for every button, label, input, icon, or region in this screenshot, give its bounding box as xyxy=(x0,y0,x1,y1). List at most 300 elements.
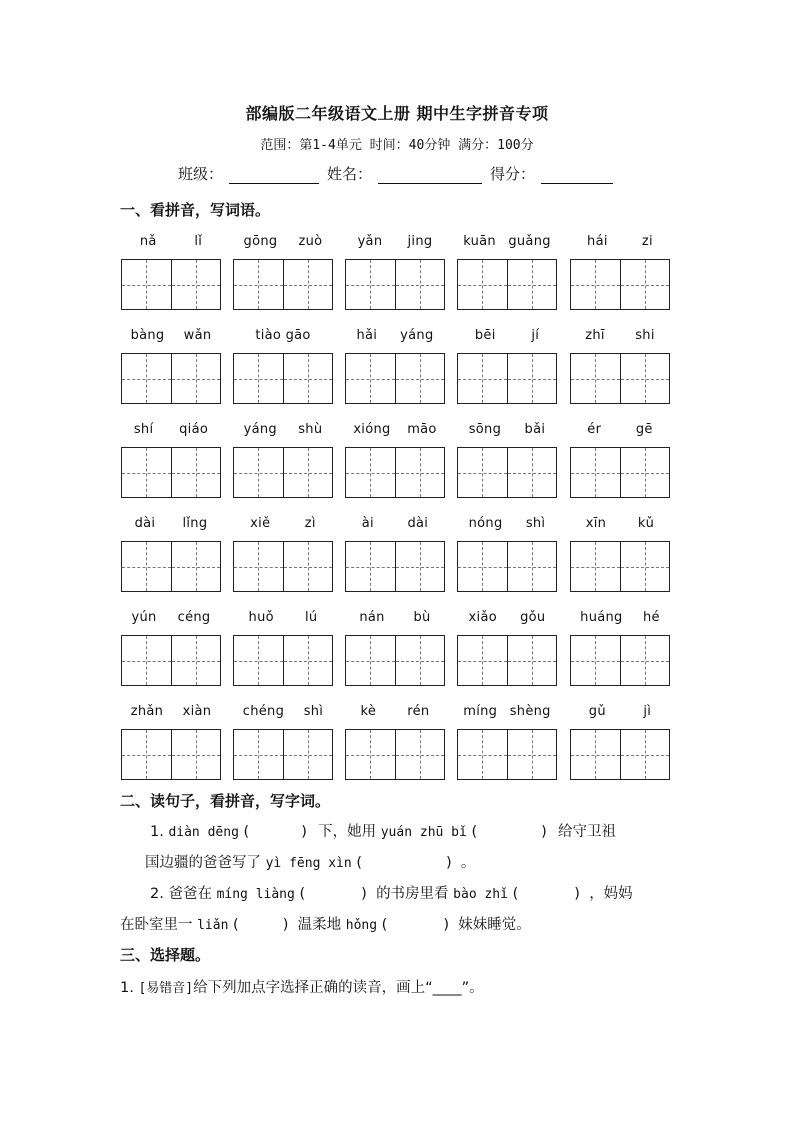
sentence-text: 。 xyxy=(460,855,476,871)
tianzige-square[interactable] xyxy=(171,636,221,685)
tianzige-square[interactable] xyxy=(122,730,171,779)
writing-box[interactable] xyxy=(457,635,557,686)
question-number: 1. xyxy=(150,824,164,840)
guide-line xyxy=(621,755,670,756)
sentence-text: ，妈妈 xyxy=(589,886,633,902)
pinyin-prompt: bào zhǐ xyxy=(453,887,508,902)
guide-line xyxy=(234,473,283,474)
sentence-text: 给守卫祖 xyxy=(558,824,617,840)
pinyin-syllable: yún xyxy=(131,609,157,625)
guide-line xyxy=(396,755,445,756)
word-cell xyxy=(570,414,670,444)
tianzige-square[interactable] xyxy=(122,542,171,591)
answer-blank[interactable]: ( ) xyxy=(233,917,289,933)
writing-box[interactable] xyxy=(345,259,445,310)
guide-line xyxy=(621,379,670,380)
pinyin-syllable: zhǎn xyxy=(130,703,164,719)
word-cell xyxy=(570,508,670,538)
pinyin-syllable: bù xyxy=(413,609,431,625)
word-cell xyxy=(233,602,333,632)
writing-box[interactable] xyxy=(121,447,221,498)
tianzige-square[interactable] xyxy=(571,354,620,403)
pinyin-syllable: kè xyxy=(360,703,377,719)
guide-line xyxy=(346,379,395,380)
writing-box[interactable] xyxy=(121,541,221,592)
guide-line xyxy=(122,755,171,756)
guide-line xyxy=(172,473,221,474)
class-field[interactable] xyxy=(229,165,319,184)
pinyin-syllable: sōng xyxy=(468,421,502,437)
pinyin-syllable: bēi xyxy=(474,327,496,343)
tianzige-square[interactable] xyxy=(283,542,333,591)
pinyin-syllable: lú xyxy=(304,609,318,625)
tianzige-square[interactable] xyxy=(122,448,171,497)
guide-line xyxy=(508,379,557,380)
pinyin-syllable: shèng xyxy=(509,703,551,719)
tianzige-square[interactable] xyxy=(507,354,557,403)
tianzige-square[interactable] xyxy=(507,260,557,309)
tianzige-square[interactable] xyxy=(346,448,395,497)
writing-box[interactable] xyxy=(570,353,670,404)
sentence-text: 妹妹睡觉。 xyxy=(458,917,531,933)
guide-line xyxy=(396,379,445,380)
answer-blank[interactable]: ( ) xyxy=(512,886,580,902)
pinyin-syllable: ài xyxy=(361,515,374,531)
pinyin-syllable: gōng xyxy=(243,233,278,249)
pinyin-syllable: xīn xyxy=(585,515,607,531)
tianzige-square[interactable] xyxy=(122,354,171,403)
pinyin-syllable: gē xyxy=(635,421,653,437)
writing-box[interactable] xyxy=(457,729,557,780)
pinyin-syllable: zì xyxy=(304,515,316,531)
guide-line xyxy=(571,473,620,474)
tianzige-square[interactable] xyxy=(458,354,507,403)
pinyin-label xyxy=(345,602,445,632)
section2-title: 二、读句子，看拼音，写字词。 xyxy=(120,792,331,810)
guide-line xyxy=(571,567,620,568)
pinyin-syllable: zi xyxy=(641,233,653,249)
pinyin-syllable: wǎn xyxy=(183,327,212,343)
question-2-1-line2 xyxy=(145,851,475,872)
word-cell xyxy=(345,320,445,350)
tianzige-square[interactable] xyxy=(395,542,445,591)
tianzige-square[interactable] xyxy=(620,260,670,309)
tianzige-square[interactable] xyxy=(571,636,620,685)
pinyin-label xyxy=(233,226,333,256)
tianzige-square[interactable] xyxy=(395,730,445,779)
pinyin-syllable: māo xyxy=(407,421,437,437)
grid-row xyxy=(121,226,671,320)
grid-row xyxy=(121,696,671,790)
answer-blank[interactable]: ( ) xyxy=(356,855,452,871)
tianzige-square[interactable] xyxy=(458,730,507,779)
pinyin-syllable: céng xyxy=(177,609,211,625)
score-field[interactable] xyxy=(541,165,613,184)
section1-title: 一、看拼音，写词语。 xyxy=(120,201,271,219)
grid-row xyxy=(121,602,671,696)
pinyin-syllable: shi xyxy=(635,327,655,343)
pinyin-label xyxy=(233,320,333,350)
pinyin-label xyxy=(457,508,557,538)
writing-box[interactable] xyxy=(345,729,445,780)
writing-box[interactable] xyxy=(233,635,333,686)
guide-line xyxy=(396,661,445,662)
guide-line xyxy=(458,285,507,286)
word-cell xyxy=(233,696,333,726)
tianzige-square[interactable] xyxy=(283,354,333,403)
word-cell xyxy=(457,414,557,444)
guide-line xyxy=(396,285,445,286)
writing-box[interactable] xyxy=(121,729,221,780)
pinyin-syllable: hé xyxy=(642,609,660,625)
guide-line xyxy=(284,567,333,568)
answer-blank[interactable]: ( ) xyxy=(243,824,307,840)
writing-box[interactable] xyxy=(121,259,221,310)
pinyin-syllable: qiáo xyxy=(179,421,209,437)
question-2-2-line1 xyxy=(150,882,633,903)
writing-box[interactable] xyxy=(570,635,670,686)
pinyin-syllable: jí xyxy=(531,327,540,343)
guide-line xyxy=(172,379,221,380)
tianzige-square[interactable] xyxy=(346,260,395,309)
pinyin-syllable: yáng xyxy=(243,421,277,437)
grid-row xyxy=(121,414,671,508)
tianzige-square[interactable] xyxy=(283,448,333,497)
pinyin-syllable: kǔ xyxy=(637,515,655,531)
pinyin-label xyxy=(121,414,221,444)
pinyin-label xyxy=(457,226,557,256)
tianzige-square[interactable] xyxy=(234,542,283,591)
pinyin-label xyxy=(121,602,221,632)
tianzige-square[interactable] xyxy=(458,636,507,685)
pinyin-label xyxy=(457,602,557,632)
word-cell xyxy=(570,602,670,632)
tianzige-square[interactable] xyxy=(283,636,333,685)
guide-line xyxy=(458,567,507,568)
tianzige-square[interactable] xyxy=(507,448,557,497)
tianzige-square[interactable] xyxy=(171,448,221,497)
name-label: 姓名： xyxy=(327,165,373,183)
writing-box[interactable] xyxy=(457,353,557,404)
tianzige-square[interactable] xyxy=(395,448,445,497)
tianzige-square[interactable] xyxy=(620,448,670,497)
tianzige-square[interactable] xyxy=(346,354,395,403)
tianzige-square[interactable] xyxy=(234,730,283,779)
tianzige-square[interactable] xyxy=(122,260,171,309)
sentence-text: 的书房里看 xyxy=(376,886,449,902)
pinyin-syllable: ér xyxy=(587,421,602,437)
pinyin-syllable: nóng xyxy=(468,515,503,531)
pinyin-prompt: yì fēng xìn xyxy=(265,856,352,871)
guide-line xyxy=(172,661,221,662)
guide-line xyxy=(234,567,283,568)
pinyin-prompt: liǎn xyxy=(197,918,229,933)
tianzige-square[interactable] xyxy=(620,542,670,591)
pinyin-syllable: lǐ xyxy=(194,233,203,249)
pinyin-label xyxy=(570,414,670,444)
guide-line xyxy=(234,379,283,380)
guide-line xyxy=(458,755,507,756)
guide-line xyxy=(122,661,171,662)
pinyin-syllable: nǎ xyxy=(139,233,157,249)
pinyin-syllable: tiào gāo xyxy=(255,327,311,343)
tianzige-square[interactable] xyxy=(571,730,620,779)
pinyin-syllable: huáng xyxy=(580,609,623,625)
guide-line xyxy=(458,473,507,474)
tianzige-square[interactable] xyxy=(346,542,395,591)
tianzige-square[interactable] xyxy=(395,260,445,309)
guide-line xyxy=(346,473,395,474)
writing-box[interactable] xyxy=(570,447,670,498)
guide-line xyxy=(284,755,333,756)
tianzige-square[interactable] xyxy=(507,636,557,685)
tianzige-square[interactable] xyxy=(458,542,507,591)
pinyin-syllable: rén xyxy=(407,703,430,719)
answer-blank[interactable]: ( ) xyxy=(471,824,547,840)
pinyin-syllable: míng xyxy=(463,703,498,719)
tianzige-square[interactable] xyxy=(234,354,283,403)
guide-line xyxy=(508,473,557,474)
writing-box[interactable] xyxy=(121,635,221,686)
pinyin-syllable: bàng xyxy=(130,327,165,343)
sentence-text: 下，她用 xyxy=(318,824,377,840)
word-cell xyxy=(233,226,333,256)
tianzige-square[interactable] xyxy=(620,730,670,779)
word-cell xyxy=(121,226,221,256)
tianzige-square[interactable] xyxy=(458,260,507,309)
writing-box[interactable] xyxy=(345,635,445,686)
writing-box[interactable] xyxy=(233,541,333,592)
question-number: 1. xyxy=(120,980,134,996)
writing-box[interactable] xyxy=(233,729,333,780)
pinyin-syllable: xiě xyxy=(250,515,271,531)
pinyin-prompt: hǒng xyxy=(345,918,378,933)
writing-box[interactable] xyxy=(233,447,333,498)
student-info-line xyxy=(178,163,621,184)
guide-line xyxy=(458,379,507,380)
guide-line xyxy=(508,567,557,568)
pinyin-label xyxy=(121,508,221,538)
answer-blank[interactable]: ( ) xyxy=(381,917,450,933)
tianzige-square[interactable] xyxy=(395,636,445,685)
pinyin-syllable: zhī xyxy=(585,327,605,343)
question-2-1-line1 xyxy=(150,820,616,841)
pinyin-syllable: bǎi xyxy=(524,421,546,437)
pinyin-syllable: huǒ xyxy=(248,609,274,625)
word-cell xyxy=(457,696,557,726)
grid-row xyxy=(121,320,671,414)
pinyin-label xyxy=(570,226,670,256)
pinyin-syllable: shù xyxy=(298,421,323,437)
tianzige-square[interactable] xyxy=(122,636,171,685)
pinyin-syllable: lǐng xyxy=(182,515,208,531)
pinyin-syllable: jing xyxy=(407,233,433,249)
word-cell xyxy=(121,414,221,444)
pinyin-label xyxy=(345,226,445,256)
pinyin-syllable: gǒu xyxy=(520,609,546,625)
pinyin-prompt: diàn dēng xyxy=(168,825,239,840)
guide-line xyxy=(396,473,445,474)
answer-blank[interactable]: ( ) xyxy=(299,886,367,902)
guide-line xyxy=(284,473,333,474)
word-cell xyxy=(121,696,221,726)
class-label: 班级： xyxy=(178,165,224,183)
pinyin-label xyxy=(457,696,557,726)
pinyin-label xyxy=(570,602,670,632)
guide-line xyxy=(122,285,171,286)
page-title: 部编版二年级语文上册 期中生字拼音专项 xyxy=(245,104,549,123)
writing-box[interactable] xyxy=(457,541,557,592)
word-cell xyxy=(345,226,445,256)
guide-line xyxy=(621,285,670,286)
tianzige-square[interactable] xyxy=(571,448,620,497)
pinyin-syllable: yáng xyxy=(400,327,434,343)
tianzige-square[interactable] xyxy=(507,542,557,591)
guide-line xyxy=(621,661,670,662)
guide-line xyxy=(234,661,283,662)
section3-title: 三、选择题。 xyxy=(120,946,211,964)
guide-line xyxy=(346,285,395,286)
word-cell xyxy=(345,508,445,538)
guide-line xyxy=(621,473,670,474)
tianzige-square[interactable] xyxy=(346,636,395,685)
guide-line xyxy=(284,379,333,380)
sentence-text: 国边疆的爸爸写了 xyxy=(145,855,261,871)
guide-line xyxy=(621,567,670,568)
pinyin-label xyxy=(570,508,670,538)
guide-line xyxy=(346,567,395,568)
tianzige-square[interactable] xyxy=(571,260,620,309)
pinyin-syllable: chéng xyxy=(242,703,285,719)
tianzige-square[interactable] xyxy=(620,636,670,685)
pinyin-syllable: shì xyxy=(303,703,324,719)
pinyin-label xyxy=(345,696,445,726)
pinyin-syllable: xiàn xyxy=(182,703,212,719)
word-cell xyxy=(233,508,333,538)
guide-line xyxy=(122,473,171,474)
guide-line xyxy=(571,285,620,286)
sentence-text: 爸爸在 xyxy=(168,886,212,902)
tianzige-square[interactable] xyxy=(234,448,283,497)
pinyin-syllable: xióng xyxy=(353,421,391,437)
pinyin-label xyxy=(121,226,221,256)
guide-line xyxy=(346,661,395,662)
guide-line xyxy=(571,661,620,662)
guide-line xyxy=(508,661,557,662)
pinyin-syllable: shí xyxy=(133,421,154,437)
word-cell xyxy=(457,508,557,538)
pinyin-writing-grid xyxy=(121,226,671,790)
tianzige-square[interactable] xyxy=(283,730,333,779)
writing-box[interactable] xyxy=(570,729,670,780)
tianzige-square[interactable] xyxy=(171,260,221,309)
pinyin-label xyxy=(345,414,445,444)
tianzige-square[interactable] xyxy=(507,730,557,779)
writing-box[interactable] xyxy=(345,353,445,404)
guide-line xyxy=(234,755,283,756)
pinyin-syllable: nán xyxy=(359,609,385,625)
tianzige-square[interactable] xyxy=(283,260,333,309)
pinyin-label xyxy=(233,414,333,444)
tianzige-square[interactable] xyxy=(620,354,670,403)
tianzige-square[interactable] xyxy=(234,636,283,685)
word-cell xyxy=(121,508,221,538)
guide-line xyxy=(571,379,620,380)
pinyin-label xyxy=(121,696,221,726)
pinyin-label xyxy=(457,414,557,444)
guide-line xyxy=(234,285,283,286)
guide-line xyxy=(458,661,507,662)
guide-line xyxy=(122,379,171,380)
sentence-text: 在卧室里一 xyxy=(120,917,193,933)
pinyin-label xyxy=(570,320,670,350)
pinyin-syllable: kuān xyxy=(463,233,496,249)
word-cell xyxy=(570,320,670,350)
question-text: 给下列加点字选择正确的读音，画上“____”。 xyxy=(193,980,484,996)
guide-line xyxy=(172,755,221,756)
pinyin-syllable: dài xyxy=(407,515,429,531)
grid-row xyxy=(121,508,671,602)
writing-box[interactable] xyxy=(121,353,221,404)
writing-box[interactable] xyxy=(570,259,670,310)
guide-line xyxy=(571,755,620,756)
pinyin-syllable: hǎi xyxy=(356,327,378,343)
pinyin-label xyxy=(457,320,557,350)
writing-box[interactable] xyxy=(457,259,557,310)
writing-box[interactable] xyxy=(233,353,333,404)
pinyin-prompt: yuán zhū bǐ xyxy=(380,825,467,840)
word-cell xyxy=(345,696,445,726)
tianzige-square[interactable] xyxy=(171,354,221,403)
writing-box[interactable] xyxy=(570,541,670,592)
guide-line xyxy=(284,285,333,286)
word-cell xyxy=(457,320,557,350)
sentence-text: 温柔地 xyxy=(297,917,342,933)
question-number: 2. xyxy=(150,886,164,902)
tianzige-square[interactable] xyxy=(171,542,221,591)
tianzige-square[interactable] xyxy=(346,730,395,779)
tianzige-square[interactable] xyxy=(171,730,221,779)
guide-line xyxy=(172,567,221,568)
word-cell xyxy=(121,320,221,350)
word-cell xyxy=(457,226,557,256)
guide-line xyxy=(122,567,171,568)
pinyin-syllable: hái xyxy=(587,233,608,249)
tianzige-square[interactable] xyxy=(571,542,620,591)
tianzige-square[interactable] xyxy=(458,448,507,497)
word-cell xyxy=(233,320,333,350)
tianzige-square[interactable] xyxy=(395,354,445,403)
guide-line xyxy=(284,661,333,662)
word-cell xyxy=(457,602,557,632)
question-3-1 xyxy=(120,976,484,997)
tianzige-square[interactable] xyxy=(234,260,283,309)
name-field[interactable] xyxy=(378,165,482,184)
writing-box[interactable] xyxy=(345,541,445,592)
word-cell xyxy=(345,414,445,444)
writing-box[interactable] xyxy=(345,447,445,498)
writing-box[interactable] xyxy=(233,259,333,310)
pinyin-label xyxy=(233,696,333,726)
pinyin-label xyxy=(345,320,445,350)
word-cell xyxy=(570,226,670,256)
pinyin-prompt: míng liàng xyxy=(216,887,295,902)
guide-line xyxy=(508,285,557,286)
writing-box[interactable] xyxy=(457,447,557,498)
page-subtitle: 范围：第1-4单元 时间：40分钟 满分：100分 xyxy=(260,138,534,153)
score-label: 得分： xyxy=(490,165,536,183)
word-cell xyxy=(570,696,670,726)
